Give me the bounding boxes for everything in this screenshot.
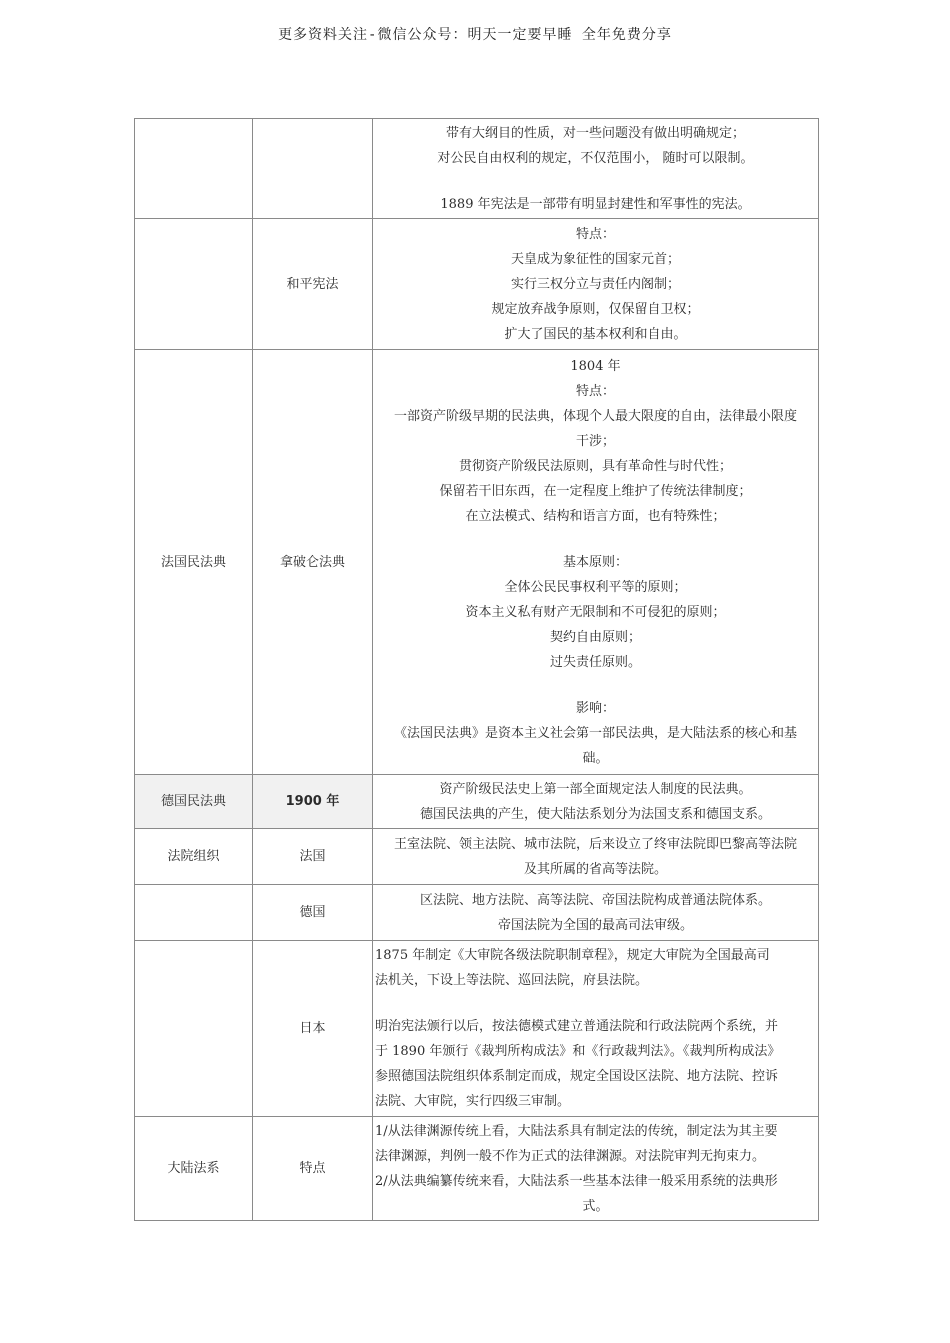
content-line: 帝国法院为全国的最高司法审级。 [497, 917, 693, 933]
subcategory-cell: 德国 [253, 885, 373, 941]
content-line: 实行三权分立与责任内阁制； [510, 276, 680, 292]
content-line: 1889 年宪法是一部带有明显封建性和军事性的宪法。 [440, 196, 751, 212]
table-row [135, 1117, 819, 1221]
blank-line [375, 675, 816, 696]
content-cell [373, 1117, 819, 1221]
content-line: 2/从法典编纂传统来看，大陆法系一些基本法律一般采用系统的法典形 [375, 1173, 778, 1189]
content-line: 保留若干旧东西，在一定程度上维护了传统法律制度； [439, 483, 752, 499]
content-line: 明治宪法颁行以后，按法德模式建立普通法院和行政法院两个系统，并 [375, 1019, 779, 1034]
content-line: 契约自由原则； [549, 629, 641, 645]
content-line: 法律渊源，判例一般不作为正式的法律渊源。对法院审判无拘束力。 [375, 1148, 766, 1164]
content-line: 干涉； [575, 433, 615, 449]
table-row [135, 885, 819, 941]
table-row [135, 941, 819, 1117]
category-cell: 法国民法典 [135, 350, 253, 775]
content-line: 1/从法律渊源传统上看，大陆法系具有制定法的传统，制定法为其主要 [375, 1123, 778, 1139]
content-line: 《法国民法典》是资本主义社会第一部民法典，是大陆法系的核心和基 [393, 725, 797, 741]
content-cell [373, 119, 819, 219]
content-line: 王室法院、领主法院、城市法院，后来设立了终审法院即巴黎高等法院 [393, 836, 797, 852]
content-line: 天皇成为象征性的国家元首； [510, 251, 680, 267]
content-line: 特点： [575, 383, 615, 399]
subcategory-cell: 1900 年 [253, 775, 373, 829]
subcategory-cell: 和平宪法 [253, 219, 373, 350]
content-line: 资本主义私有财产无限制和不可侵犯的原则； [465, 604, 726, 620]
content-line: 扩大了国民的基本权利和自由。 [504, 326, 687, 342]
subcategory-cell: 拿破仑法典 [253, 350, 373, 775]
law-table [134, 118, 819, 1221]
content-line: 全体公民民事权利平等的原则； [504, 579, 687, 595]
category-cell [135, 885, 253, 941]
table-row [135, 119, 819, 219]
subcategory-cell [253, 119, 373, 219]
content-line: 对公民自由权利的规定，不仅范围小， 随时可以限制。 [437, 150, 754, 166]
category-cell: 德国民法典 [135, 775, 253, 829]
subcategory-cell: 特点 [253, 1117, 373, 1221]
content-line: 过失责任原则。 [549, 654, 641, 670]
blank-line [375, 529, 816, 550]
content-line: 带有大纲目的性质，对一些问题没有做出明确规定； [445, 125, 745, 141]
content-line: 资产阶级民法史上第一部全面规定法人制度的民法典。 [439, 781, 752, 797]
content-line: 式。 [582, 1198, 609, 1214]
content-line: 1875 年制定《大审院各级法院职制章程》，规定大审院为全国最高司 [375, 948, 770, 963]
category-cell: 法院组织 [135, 829, 253, 885]
subcategory-cell: 法国 [253, 829, 373, 885]
content-line: 一部资产阶级早期的民法典，体现个人最大限度的自由，法律最小限度 [393, 408, 797, 424]
content-cell [373, 885, 819, 941]
content-cell [373, 350, 819, 775]
blank-line [375, 993, 816, 1014]
page-header: 更多资料关注-微信公众号：明天一定要早睡 全年免费分享 [278, 27, 672, 43]
content-line: 德国民法典的产生，使大陆法系划分为法国支系和德国支系。 [419, 806, 771, 822]
table-row [135, 829, 819, 885]
content-line: 贯彻资产阶级民法原则，具有革命性与时代性； [458, 458, 732, 474]
content-cell [373, 219, 819, 350]
content-cell [373, 829, 819, 885]
content-line: 影响： [575, 700, 615, 716]
content-line: 参照德国法院组织体系制定而成，规定全国设区法院、地方法院、控诉 [375, 1069, 779, 1084]
content-line: 基本原则： [562, 554, 628, 570]
content-cell [373, 775, 819, 829]
content-line: 区法院、地方法院、高等法院、帝国法院构成普通法院体系。 [419, 892, 771, 908]
category-cell [135, 941, 253, 1117]
table-row [135, 350, 819, 775]
content-line: 法机关，下设上等法院、巡回法院，府县法院。 [375, 973, 649, 988]
subcategory-cell: 日本 [253, 941, 373, 1117]
content-line: 法院、大审院，实行四级三审制。 [375, 1094, 571, 1109]
content-line: 在立法模式、结构和语言方面，也有特殊性； [465, 508, 726, 524]
table-row [135, 775, 819, 829]
content-line: 及其所属的省高等法院。 [523, 861, 667, 877]
content-line: 于 1890 年颁行《裁判所构成法》和《行政裁判法》。《裁判所构成法》 [375, 1044, 781, 1059]
category-cell: 大陆法系 [135, 1117, 253, 1221]
content-line: 础。 [582, 750, 609, 766]
content-cell [373, 941, 819, 1117]
category-cell [135, 119, 253, 219]
content-line: 1804 年 [570, 358, 621, 374]
content-line: 规定放弃战争原则，仅保留自卫权； [491, 301, 700, 317]
content-line: 特点： [575, 226, 615, 242]
blank-line [375, 171, 816, 192]
category-cell [135, 219, 253, 350]
table-row [135, 219, 819, 350]
